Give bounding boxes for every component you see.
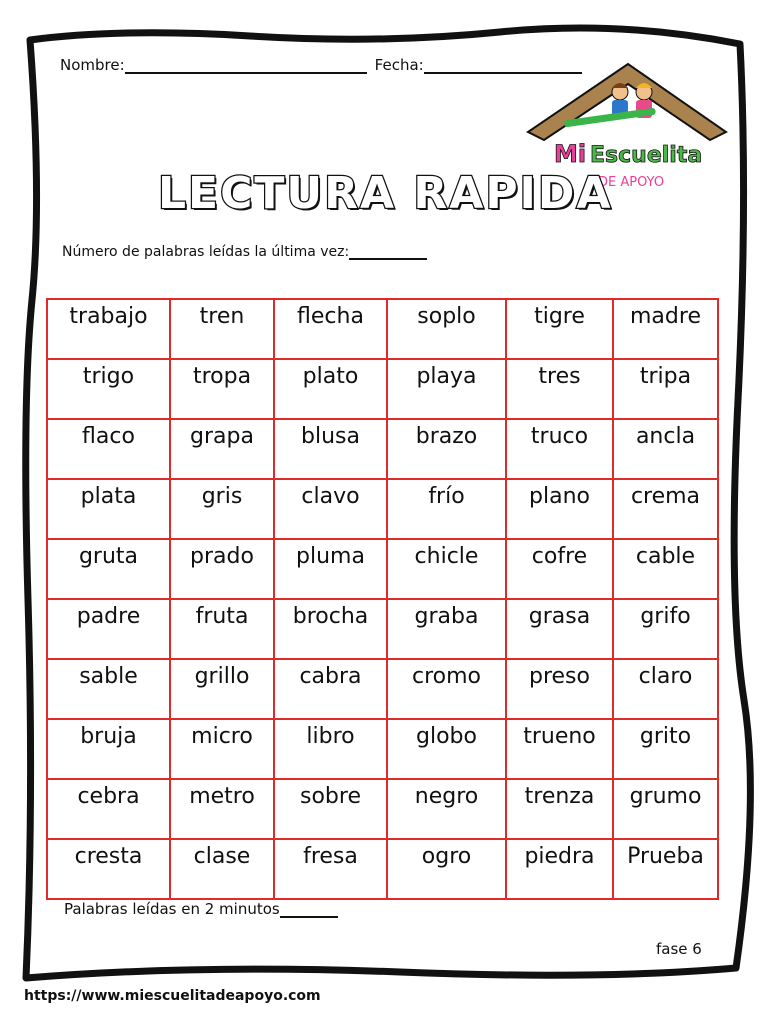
word-cell: grasa (506, 599, 613, 659)
word-cell: cebra (47, 779, 170, 839)
word-cell: grito (613, 719, 718, 779)
word-cell: tigre (506, 299, 613, 359)
word-row (47, 779, 718, 839)
word-cell: prado (170, 539, 274, 599)
word-cell: brazo (387, 419, 506, 479)
word-cell: sobre (274, 779, 387, 839)
word-cell: fruta (170, 599, 274, 659)
last-count-field[interactable] (349, 244, 427, 260)
word-row (47, 719, 718, 779)
word-cell: micro (170, 719, 274, 779)
word-cell: cresta (47, 839, 170, 899)
word-row (47, 299, 718, 359)
word-cell: Prueba (613, 839, 718, 899)
word-cell: ancla (613, 419, 718, 479)
word-cell: cable (613, 539, 718, 599)
word-cell: madre (613, 299, 718, 359)
word-cell: graba (387, 599, 506, 659)
word-grid (46, 298, 719, 900)
word-row (47, 419, 718, 479)
svg-text:DE APOYO: DE APOYO (598, 175, 665, 190)
svg-text:Mi: Mi (554, 140, 587, 168)
word-cell: flecha (274, 299, 387, 359)
word-cell: plano (506, 479, 613, 539)
word-cell: sable (47, 659, 170, 719)
word-cell: brocha (274, 599, 387, 659)
word-cell: preso (506, 659, 613, 719)
word-cell: claro (613, 659, 718, 719)
word-cell: plata (47, 479, 170, 539)
last-count-line (62, 244, 427, 260)
word-cell: trabajo (47, 299, 170, 359)
word-row (47, 479, 718, 539)
last-count-label: Número de palabras leídas la última vez: (62, 244, 350, 260)
word-cell: plato (274, 359, 387, 419)
word-cell: gruta (47, 539, 170, 599)
word-row (47, 539, 718, 599)
footer-count-field[interactable] (280, 902, 338, 918)
word-cell: trueno (506, 719, 613, 779)
page-title: LECTURA RAPIDA (158, 168, 613, 219)
word-cell: clavo (274, 479, 387, 539)
word-cell: padre (47, 599, 170, 659)
word-cell: playa (387, 359, 506, 419)
word-cell: blusa (274, 419, 387, 479)
word-cell: pluma (274, 539, 387, 599)
word-row (47, 659, 718, 719)
phase-label: fase 6 (656, 940, 702, 958)
word-cell: negro (387, 779, 506, 839)
footer-count-line (64, 900, 338, 918)
word-cell: ogro (387, 839, 506, 899)
word-cell: cabra (274, 659, 387, 719)
word-cell: bruja (47, 719, 170, 779)
word-cell: truco (506, 419, 613, 479)
date-label: Fecha: (374, 56, 424, 74)
word-cell: tropa (170, 359, 274, 419)
word-cell: fresa (274, 839, 387, 899)
word-cell: gris (170, 479, 274, 539)
word-cell: trigo (47, 359, 170, 419)
word-row (47, 839, 718, 899)
word-cell: tripa (613, 359, 718, 419)
word-row (47, 599, 718, 659)
word-cell: flaco (47, 419, 170, 479)
word-cell: crema (613, 479, 718, 539)
word-cell: grumo (613, 779, 718, 839)
word-cell: grifo (613, 599, 718, 659)
word-cell: tres (506, 359, 613, 419)
name-field[interactable] (125, 58, 367, 74)
word-cell: cromo (387, 659, 506, 719)
word-cell: piedra (506, 839, 613, 899)
website-url[interactable]: https://www.miescuelitadeapoyo.com (24, 988, 321, 1004)
word-cell: metro (170, 779, 274, 839)
word-cell: tren (170, 299, 274, 359)
word-cell: chicle (387, 539, 506, 599)
name-label: Nombre: (60, 56, 125, 74)
word-cell: frío (387, 479, 506, 539)
word-cell: soplo (387, 299, 506, 359)
footer-count-label: Palabras leídas en 2 minutos (64, 900, 280, 918)
word-cell: trenza (506, 779, 613, 839)
word-cell: globo (387, 719, 506, 779)
word-cell: cofre (506, 539, 613, 599)
svg-text:Escuelita: Escuelita (590, 143, 703, 168)
word-cell: libro (274, 719, 387, 779)
header-fields (60, 56, 582, 74)
word-cell: grapa (170, 419, 274, 479)
word-row (47, 359, 718, 419)
word-cell: clase (170, 839, 274, 899)
word-cell: grillo (170, 659, 274, 719)
